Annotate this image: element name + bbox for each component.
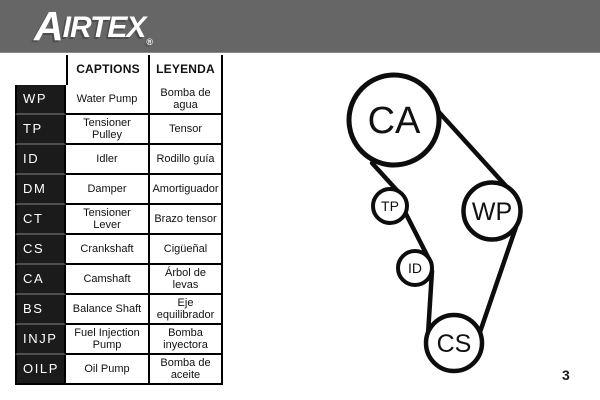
code-cell: WP [15, 85, 66, 115]
leyenda-cell: Árbol de levas [150, 265, 223, 295]
code-cell: CS [15, 235, 66, 265]
pulley-tensioner-node [373, 189, 407, 223]
pulley-water-pump-label: WP [471, 198, 513, 226]
pulley-crankshaft-label: CS [436, 330, 472, 358]
code-cell: ID [15, 145, 66, 175]
leyenda-cell: Amortiguador [150, 175, 223, 205]
caption-cell: Tensioner Pulley [66, 115, 150, 145]
caption-cell: Oil Pump [66, 355, 150, 385]
leyenda-cell: Eje equilibrador [150, 295, 223, 325]
pulley-camshaft-node [349, 75, 439, 165]
code-cell: TP [15, 115, 66, 145]
caption-cell: Crankshaft [66, 235, 150, 265]
leyenda-cell: Bomba de agua [150, 85, 223, 115]
pulley-water-pump-node [464, 183, 521, 240]
leyenda-cell: Tensor [150, 115, 223, 145]
code-cell: CA [15, 265, 66, 295]
registered-trademark-icon: ® [146, 37, 154, 47]
table-header-leyenda: LEYENDA [150, 55, 223, 87]
leyenda-cell: Cigüeñal [150, 235, 223, 265]
leyenda-cell: Bomba inyectora [150, 325, 223, 355]
leyenda-cell: Rodillo guía [150, 145, 223, 175]
pulley-idler-node [398, 251, 432, 285]
code-cell: DM [15, 175, 66, 205]
pulley-camshaft-label: CA [367, 100, 421, 142]
page-number: 3 [562, 367, 570, 383]
caption-cell: Balance Shaft [66, 295, 150, 325]
caption-cell: Camshaft [66, 265, 150, 295]
brand-logo-first-letter: A [34, 3, 63, 49]
code-cell: BS [15, 295, 66, 325]
brand-logo-text: IRTEX [62, 11, 146, 44]
pulley-crankshaft-node [426, 315, 482, 371]
caption-cell: Damper [66, 175, 150, 205]
caption-cell: Idler [66, 145, 150, 175]
code-cell: INJP [15, 325, 66, 355]
caption-cell: Water Pump [66, 85, 150, 115]
code-cell: OILP [15, 355, 66, 385]
table-header-captions: CAPTIONS [66, 55, 150, 87]
code-cell: CT [15, 205, 66, 235]
leyenda-cell: Brazo tensor [150, 205, 223, 235]
caption-cell: Fuel Injection Pump [66, 325, 150, 355]
caption-cell: Tensioner Lever [66, 205, 150, 235]
pulley-tensioner-label: TP [381, 198, 399, 214]
pulley-idler-label: ID [408, 260, 422, 276]
leyenda-cell: Bomba de aceite [150, 355, 223, 385]
